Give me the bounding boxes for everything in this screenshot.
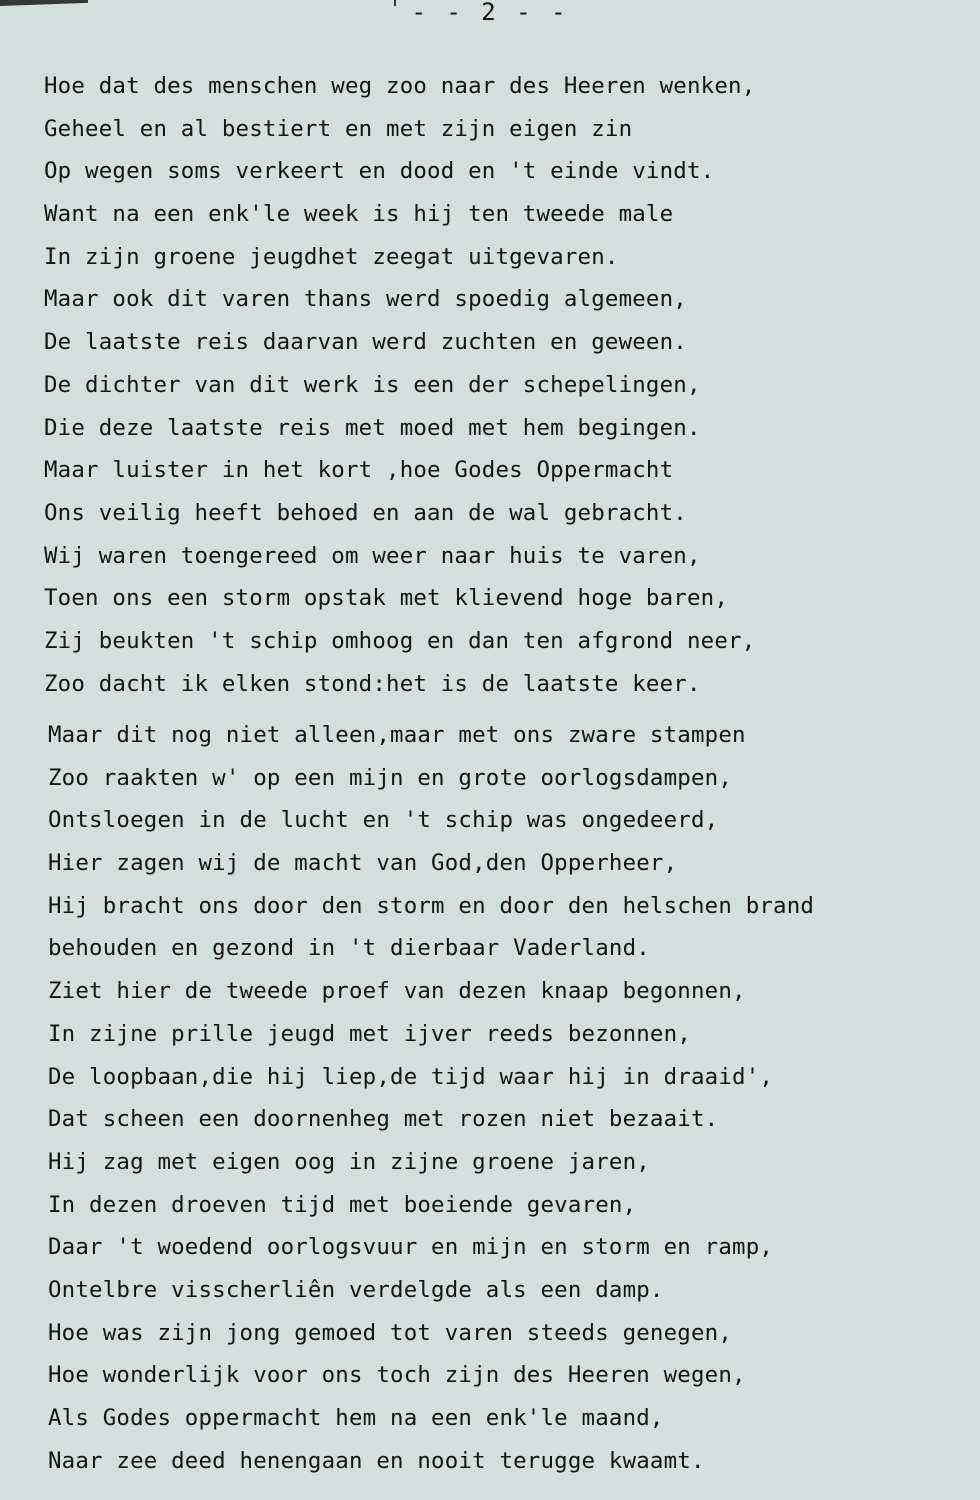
verse-line: Naar zee deed henengaan en nooit terugge kwaamt. [48, 1447, 705, 1474]
verse-line: Hij zag met eigen oog in zijne groene jaren, [48, 1148, 650, 1175]
verse-line: Ontelbre visscherliên verdelgde als een damp. [48, 1276, 664, 1303]
verse-line: Maar dit nog niet alleen,maar met ons zware stampen [48, 722, 746, 748]
verse-line: Hoe wonderlijk voor ons toch zijn des Heeren wegen, [48, 1362, 746, 1389]
verse-line: De laatste reis daarvan werd zuchten en geween. [44, 329, 687, 356]
verse-line: behouden en gezond in 't dierbaar Vaderland. [48, 935, 650, 962]
verse-line: Zij beukten 't schip omhoog en dan ten afgrond neer, [44, 627, 756, 654]
verse-line: In zijn groene jeugdhet zeegat uitgevaren. [44, 243, 619, 270]
verse-line: Maar ook dit varen thans werd spoedig algemeen, [44, 286, 687, 313]
verse-line: Maar luister in het kort ,hoe Godes Oppermacht [44, 457, 674, 484]
stanza-1 [0, 65, 980, 705]
verse-line: Hoe was zijn jong gemoed tot varen steeds genegen, [48, 1319, 733, 1346]
verse-line: In zijne prille jeugd met ijver reeds bezonnen, [48, 1020, 691, 1047]
verse-line: Als Godes oppermacht hem na een enk'le maand, [48, 1405, 664, 1431]
verse-line: Ontsloegen in de lucht en 't schip was ongedeerd, [48, 807, 719, 834]
verse-line: Op wegen soms verkeert en dood en 't einde vindt. [44, 158, 715, 185]
verse-line: In dezen droeven tijd met boeiende gevaren, [48, 1191, 637, 1218]
verse-line: Ons veilig heeft behoed en aan de wal gebracht. [44, 499, 687, 526]
verse-line: Die deze laatste reis met moed met hem begingen. [44, 414, 701, 441]
verse-line: Hier zagen wij de macht van God,den Opperheer, [48, 850, 678, 877]
page-number: - - 2 - - [411, 0, 569, 26]
verse-line: De loopbaan,die hij liep,de tijd waar hij in draaid', [48, 1063, 774, 1090]
verse-line: Hoe dat des menschen weg zoo naar des Heeren wenken, [44, 73, 756, 99]
verse-line: Zoo raakten w' op een mijn en grote oorlogsdampen, [48, 764, 733, 791]
stanza-2 [0, 714, 980, 1482]
verse-line: Hij bracht ons door den storm en door den helschen brand [48, 892, 815, 919]
verse-line: Dat scheen een doornenheg met rozen niet bezaait. [48, 1106, 719, 1133]
verse-line: Toen ons een storm opstak met klievend hoge baren, [44, 585, 729, 612]
verse-line: De dichter van dit werk is een der schepelingen, [44, 371, 701, 398]
verse-line: Ziet hier de tweede proef van dezen knaap begonnen, [48, 978, 746, 1005]
verse-line: Zoo dacht ik elken stond:het is de laatste keer. [44, 670, 701, 697]
verse-line: Daar 't woedend oorlogsvuur en mijn en storm en ramp, [48, 1234, 774, 1261]
verse-line: Want na een enk'le week is hij ten tweede male [44, 201, 674, 228]
verse-line: Wij waren toengereed om weer naar huis te varen, [44, 542, 701, 569]
verse-line: Geheel en al bestiert en met zijn eigen zin [44, 115, 633, 142]
